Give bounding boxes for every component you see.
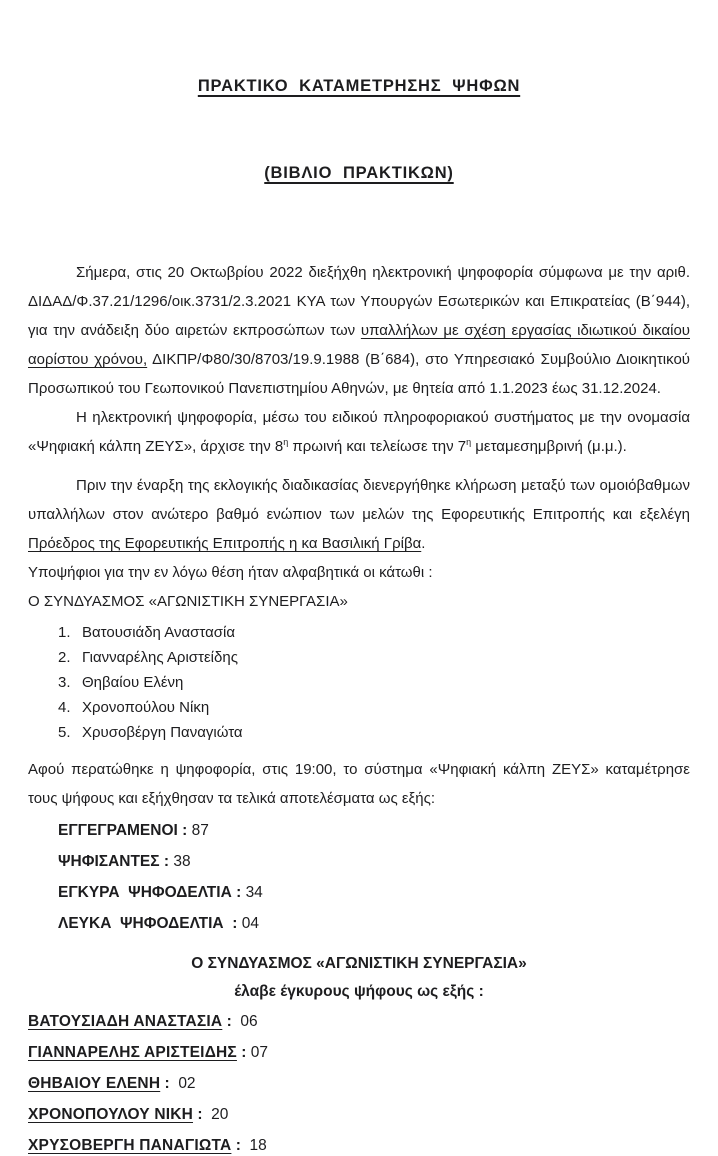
result-row [28, 1012, 690, 1032]
candidate-item [58, 720, 690, 745]
result-row [28, 1043, 690, 1063]
result-votes: 06 [240, 1013, 258, 1030]
document-title [28, 14, 690, 246]
stat-label: ΨΗΦΙΣΑΝΤΕΣ [58, 853, 160, 870]
p2-superscript-1: η [283, 437, 289, 447]
candidate-number: 5. [58, 724, 71, 741]
stat-separator: : [159, 853, 174, 870]
stat-value: 87 [191, 822, 209, 839]
result-separator: : [236, 1044, 251, 1061]
result-votes: 20 [211, 1106, 229, 1123]
candidate-name: Χρονοπούλου Νίκη [82, 699, 210, 716]
p1-underlined-text: υπαλλήλων με σχέση εργασίας ιδιωτικού δικαίου αορίστου χρόνου, [28, 322, 690, 368]
results-heading [28, 950, 690, 1006]
paragraph-election-decree [28, 258, 690, 403]
candidate-number: 2. [58, 649, 71, 666]
candidate-name: Χρυσοβέργη Παναγιώτα [82, 724, 243, 741]
candidate-name: Γιανναρέλης Αριστείδης [82, 649, 238, 666]
candidate-item [58, 695, 690, 720]
candidate-item [58, 645, 690, 670]
p2-superscript-2: η [466, 437, 472, 447]
result-separator: : [222, 1013, 241, 1030]
candidate-number: 3. [58, 674, 71, 691]
p2-text-end: μεταμεσημβρινή (μ.μ.). [471, 438, 627, 455]
result-votes: 02 [178, 1075, 196, 1092]
stat-row-blank-ballots [58, 914, 690, 934]
title-line-1: ΠΡΑΚΤΙΚΟ ΚΑΤΑΜΕΤΡΗΣΗΣ ΨΗΦΩΝ [197, 77, 521, 95]
p1-text: Σήμερα, στις 20 Οκτωβρίου 2022 διεξήχθη ηλεκτρονική ψηφοφορία σύμφωνα με την αριθ. ΔΙΔΑΔ/Φ.37.21/1296/οικ.3731/2.3.2021 ΚΥΑ των Υπουργών Εσωτερικών και Επικρατείας (Β΄944), για την ανάδειξη δύο αιρετών εκπροσώπων των [28, 264, 690, 339]
paragraph-count-completed: Αφού περατώθηκε η ψηφοφορία, στις 19:00, το σύστημα «Ψηφιακή κάλπη ΖΕΥΣ» καταμέτρησε τους ψήφους και εξήχθησαν τα τελικά αποτελέσματα ως εξής: [28, 761, 690, 807]
stat-value: 04 [241, 915, 259, 932]
result-votes: 07 [250, 1044, 268, 1061]
candidate-name: Θηβαίου Ελένη [82, 674, 184, 691]
p2-text-mid: πρωινή και τελείωσε την 7 [288, 438, 467, 455]
results-list [28, 1012, 690, 1156]
title-line-2: (ΒΙΒΛΙΟ ΠΡΑΚΤΙΚΩΝ) [264, 164, 454, 182]
result-candidate-name: ΘΗΒΑΙΟΥ ΕΛΕΝΗ [28, 1075, 161, 1092]
stat-label: ΕΓΓΕΓΡΑΜΕΝΟΙ [58, 822, 178, 839]
stat-separator: : [177, 822, 192, 839]
stat-row-registered [58, 821, 690, 841]
result-row [28, 1105, 690, 1125]
candidates-intro: Υποψήφιοι για την εν λόγω θέση ήταν αλφαβητικά οι κάτωθι : [28, 564, 433, 581]
results-heading-line-1: Ο ΣΥΝΔΥΑΣΜΟΣ «ΑΓΩΝΙΣΤΙΚΗ ΣΥΝΕΡΓΑΣΙΑ» [191, 955, 527, 972]
stat-value: 34 [245, 884, 263, 901]
p1-text-after: ΔΙΚΠΡ/Φ80/30/8703/19.9.1988 (Β΄684), στο Υπηρεσιακό Συμβούλιο Διοικητικού Προσωπικού του Γεωπονικού Πανεπιστημίου Αθηνών, με θητεία από 1.1.2023 έως 31.12.2024. [28, 351, 690, 397]
stat-separator: : [231, 884, 246, 901]
vote-statistics [58, 821, 690, 934]
p3-underlined-text: Πρόεδρος της Εφορευτικής Επιτροπής η κα Βασιλική Γρίβα [28, 535, 422, 552]
candidate-number: 4. [58, 699, 71, 716]
result-row [28, 1136, 690, 1156]
paragraph-voting-hours [28, 403, 690, 461]
result-separator: : [231, 1137, 250, 1154]
stat-value: 38 [173, 853, 191, 870]
stat-row-valid-ballots [58, 883, 690, 903]
result-candidate-name: ΧΡΟΝΟΠΟΥΛΟΥ ΝΙΚΗ [28, 1106, 194, 1123]
candidate-name: Βατουσιάδη Αναστασία [82, 624, 236, 641]
stat-label: ΛΕΥΚΑ ΨΗΦΟΔΕΛΤΙΑ [58, 915, 224, 932]
result-candidate-name: ΧΡΥΣΟΒΕΡΓΗ ΠΑΝΑΓΙΩΤΑ [28, 1137, 232, 1154]
stat-separator: : [223, 915, 242, 932]
candidate-list [28, 620, 690, 745]
stat-row-voted [58, 852, 690, 872]
coalition-line: Ο ΣΥΝΔΥΑΣΜΟΣ «ΑΓΩΝΙΣΤΙΚΗ ΣΥΝΕΡΓΑΣΙΑ» [28, 593, 348, 610]
candidate-item [58, 670, 690, 695]
candidate-item [58, 620, 690, 645]
paragraph-committee-draw [28, 471, 690, 558]
p3-text: Πριν την έναρξη της εκλογικής διαδικασίας διενεργήθηκε κλήρωση μεταξύ των ομοιόβαθμων υπαλλήλων στον ανώτερο βαθμό ενώπιον των μελών της Εφορευτικής Επιτροπής και εξελέγη [28, 477, 690, 523]
results-heading-line-2: έλαβε έγκυρους ψήφους ως εξής : [234, 983, 484, 1000]
result-candidate-name: ΒΑΤΟΥΣΙΑΔΗ ΑΝΑΣΤΑΣΙΑ [28, 1013, 223, 1030]
result-separator: : [160, 1075, 179, 1092]
candidate-number: 1. [58, 624, 71, 641]
result-row [28, 1074, 690, 1094]
result-votes: 18 [249, 1137, 267, 1154]
p2-text: Η ηλεκτρονική ψηφοφορία, μέσω του ειδικού πληροφοριακού συστήματος με την ονομασία «Ψηφιακή κάλπη ΖΕΥΣ», άρχισε την 8 [28, 409, 690, 455]
result-candidate-name: ΓΙΑΝΝΑΡΕΛΗΣ ΑΡΙΣΤΕΙΔΗΣ [28, 1044, 237, 1061]
p3-text-after: . [421, 535, 426, 552]
result-separator: : [193, 1106, 212, 1123]
stat-label: ΕΓΚΥΡΑ ΨΗΦΟΔΕΛΤΙΑ [58, 884, 232, 901]
